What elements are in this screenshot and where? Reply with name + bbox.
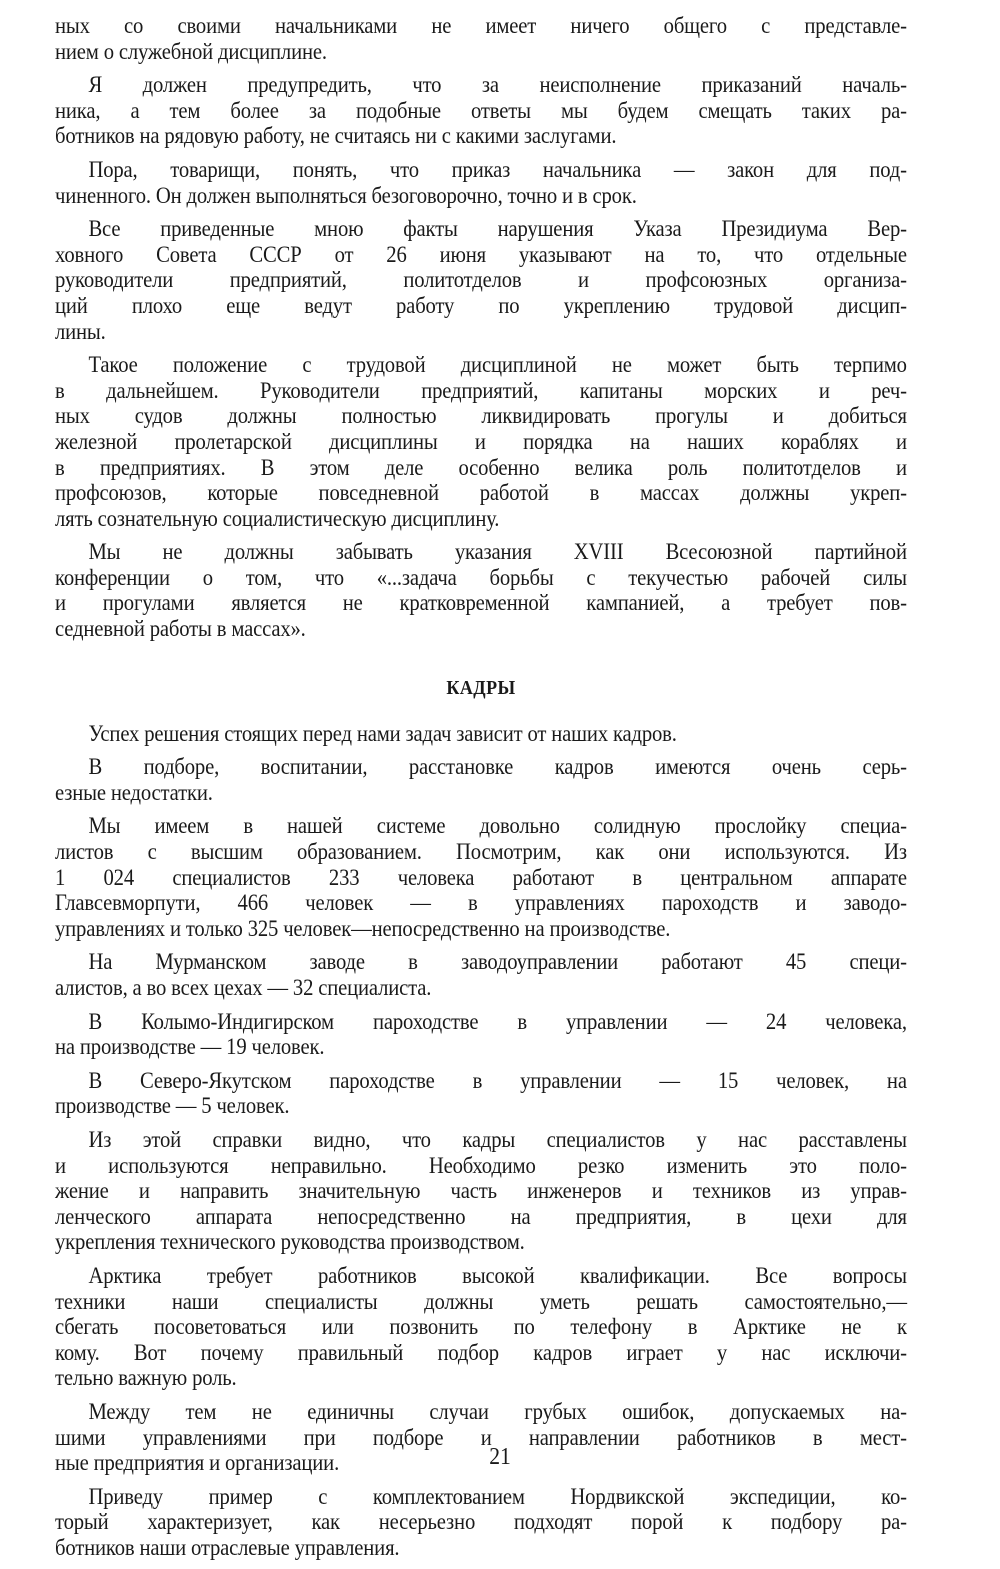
paragraph bbox=[55, 1128, 907, 1256]
text-line: лять сознательную социалистическую дисциплину. bbox=[55, 505, 500, 532]
text-line: В подборе, воспитании, расстановке кадров имеются очень серь- bbox=[88, 754, 907, 781]
paragraph bbox=[55, 1264, 907, 1392]
text-line: Я должен предупредить, что за неисполнение приказаний началь- bbox=[88, 72, 907, 99]
text-line: Успех решения стоящих перед нами задач зависит от наших кадров. bbox=[88, 720, 677, 747]
paragraph bbox=[55, 14, 907, 65]
text-line: техники наши специалисты должны уметь решать самостоятельно,— bbox=[55, 1288, 907, 1315]
text-line: лины. bbox=[55, 318, 106, 345]
text-line: профсоюзов, которые повседневной работой в массах должны укреп- bbox=[55, 480, 907, 507]
text-line: седневной работы в массах». bbox=[55, 616, 306, 643]
text-line: и используются неправильно. Необходимо резко изменить это поло- bbox=[55, 1152, 907, 1179]
paragraph bbox=[55, 1485, 907, 1562]
text-line: алистов, а во всех цехах — 32 специалиста. bbox=[55, 975, 432, 1001]
text-line: ботников на рядовую работу, не считаясь ни с какими заслугами. bbox=[55, 123, 617, 150]
text-line: ций плохо еще ведут работу по укреплению трудовой дисцип- bbox=[55, 292, 907, 319]
paragraph bbox=[55, 353, 907, 532]
top-text-block bbox=[55, 14, 907, 643]
text-line: Все приведенные мною факты нарушения Указа Президиума Вер- bbox=[88, 216, 907, 243]
text-line: 1 024 специалистов 233 человека работают в центральном аппарате bbox=[55, 864, 907, 891]
text-line: в предприятиях. В этом деле особенно велика роль политотделов и bbox=[55, 454, 907, 481]
text-line: ленческого аппарата непосредственно на предприятия, в цехи для bbox=[55, 1203, 907, 1230]
text-line: жение и направить значительную часть инженеров и техников из управ- bbox=[55, 1178, 907, 1205]
text-line: шими управлениями при подборе и направлении работников в мест- bbox=[55, 1424, 907, 1451]
text-line: ных судов должны полностью ликвидировать прогулы и добиться bbox=[55, 403, 907, 430]
text-line: и прогулами является не кратковременной кампанией, а требует пов- bbox=[55, 590, 907, 617]
text-line: управлениях и только 325 человек—непосредственно на производстве. bbox=[55, 915, 671, 942]
text-line: укрепления технического руководства производством. bbox=[55, 1229, 525, 1256]
text-line: чиненного. Он должен выполняться безоговорочно, точно и в срок. bbox=[55, 182, 637, 209]
text-line: Главсевморпути, 466 человек — в управлениях пароходств и заводо- bbox=[55, 890, 907, 917]
text-line: Такое положение с трудовой дисциплиной не может быть терпимо bbox=[88, 352, 907, 379]
text-line: нием о служебной дисциплине. bbox=[55, 38, 327, 65]
text-line: Мы имеем в нашей системе довольно солидную прослойку специа- bbox=[88, 813, 907, 840]
text-line: сбегать посоветоваться или позвонить по телефону в Арктике не к bbox=[55, 1314, 907, 1341]
paragraph bbox=[55, 722, 907, 748]
text-line: листов с высшим образованием. Посмотрим, как они используются. Из bbox=[55, 839, 907, 866]
paragraph bbox=[55, 755, 907, 806]
paragraph bbox=[55, 814, 907, 942]
paragraph bbox=[55, 1069, 907, 1120]
document-page bbox=[55, 14, 907, 1569]
text-line: Между тем не единичны случаи грубых ошибок, допускаемых на- bbox=[88, 1398, 907, 1425]
text-line: торый характеризует, как несерьезно подходят порой к подбору ра- bbox=[55, 1509, 907, 1536]
paragraph bbox=[55, 950, 907, 1001]
text-line: ные предприятия и организации. bbox=[55, 1450, 340, 1477]
text-line: В Северо-Якутском пароходстве в управлении — 15 человек, на bbox=[88, 1067, 907, 1094]
paragraph bbox=[55, 1010, 907, 1061]
text-line: ника, а тем более за подобные ответы мы будем смещать таких ра- bbox=[55, 97, 907, 124]
text-line: тельно важную роль. bbox=[55, 1365, 237, 1392]
text-line: На Мурманском заводе в заводоуправлении работают 45 специ- bbox=[88, 949, 907, 976]
text-line: Из этой справки видно, что кадры специалистов у нас расставлены bbox=[88, 1126, 907, 1153]
text-line: Арктика требует работников высокой квалификации. Все вопросы bbox=[88, 1262, 907, 1289]
text-line: Пора, товарищи, понять, что приказ начальника — закон для под- bbox=[88, 156, 907, 183]
text-line: на производстве — 19 человек. bbox=[55, 1034, 325, 1061]
text-line: производстве — 5 человек. bbox=[55, 1093, 290, 1120]
page-number: 21 bbox=[489, 1444, 511, 1470]
text-line: ных со своими начальниками не имеет ничего общего с представле- bbox=[55, 13, 907, 39]
text-line: руководители предприятий, политотделов и профсоюзных организа- bbox=[55, 267, 907, 294]
text-line: Приведу пример с комплектованием Нордвикской экспедиции, ко- bbox=[88, 1483, 907, 1510]
text-line: конференции о том, что «...задача борьбы с текучестью рабочей силы bbox=[55, 564, 907, 591]
paragraph bbox=[55, 73, 907, 150]
text-line: езные недостатки. bbox=[55, 779, 213, 806]
paragraph bbox=[55, 540, 907, 642]
paragraph bbox=[55, 158, 907, 209]
section-text-block bbox=[55, 722, 907, 1562]
text-line: в дальнейшем. Руководители предприятий, капитаны морских и реч- bbox=[55, 377, 907, 404]
text-line: железной пролетарской дисциплины и порядка на наших кораблях и bbox=[55, 428, 907, 455]
text-line: Мы не должны забывать указания XVIII Всесоюзной партийной bbox=[88, 539, 907, 566]
text-line: ботников наши отраслевые управления. bbox=[55, 1534, 400, 1561]
text-line: кому. Вот почему правильный подбор кадров играет у нас исключи- bbox=[55, 1339, 907, 1366]
text-line: В Колымо-Индигирском пароходстве в управлении — 24 человека, bbox=[88, 1008, 907, 1035]
section-heading: КАДРЫ bbox=[446, 676, 516, 699]
paragraph bbox=[55, 217, 907, 345]
text-line: ховного Совета СССР от 26 июня указывают на то, что отдельные bbox=[55, 241, 907, 268]
